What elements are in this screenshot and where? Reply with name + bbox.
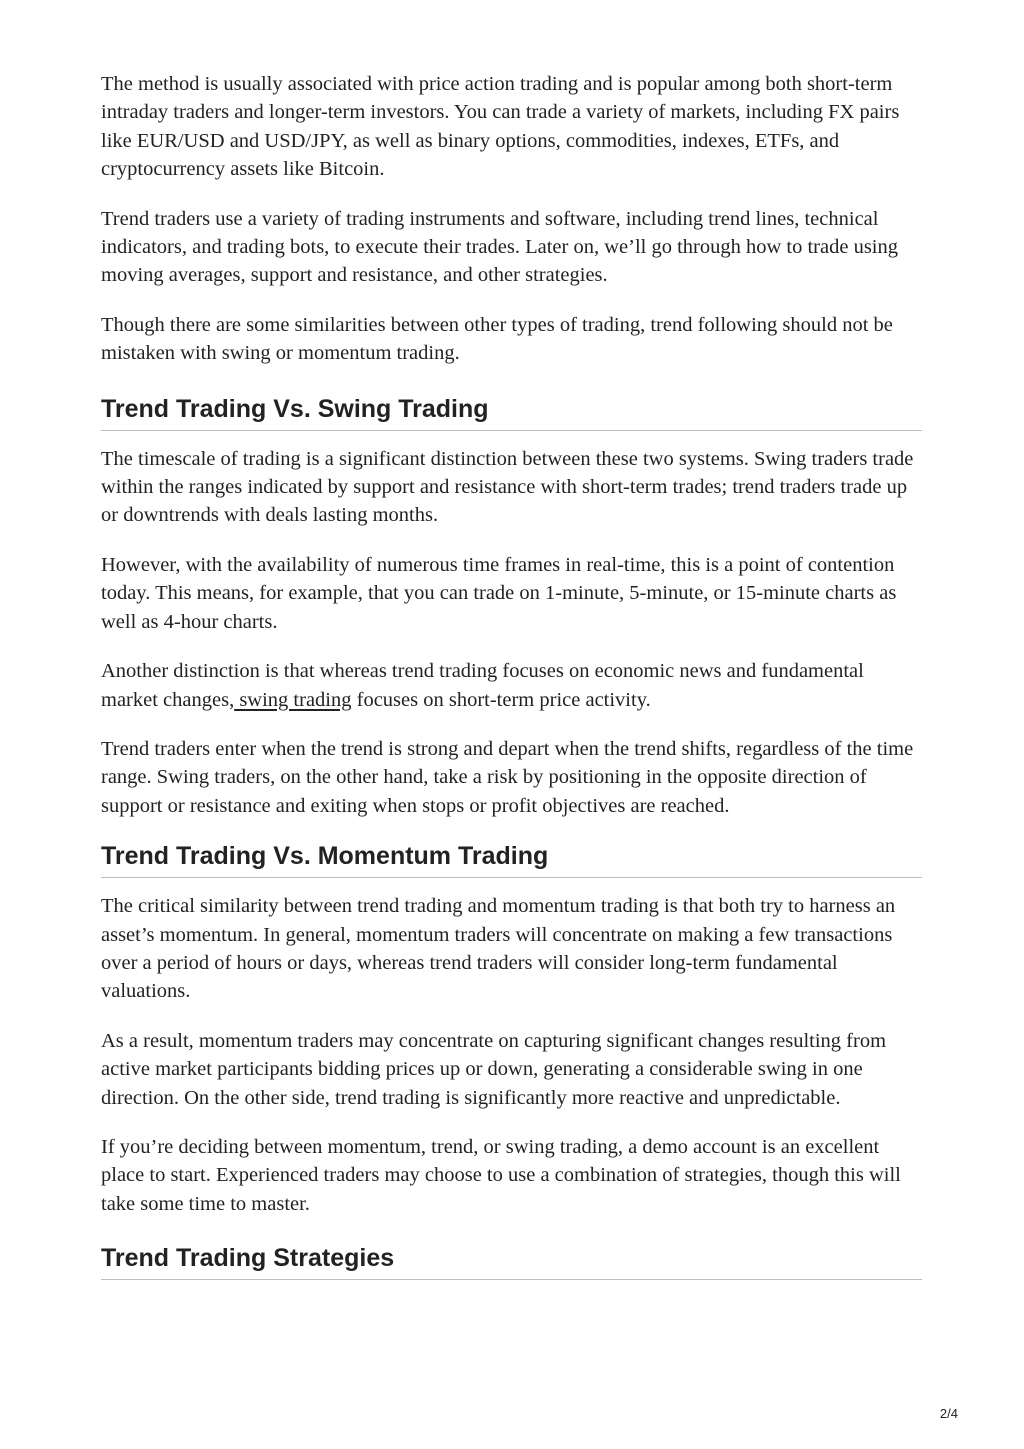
momentum-paragraph-1: The critical similarity between trend trading and momentum trading is that both try to harness an asset’s momentum. In general, momentum traders will concentrate on making a few transactions over a period of hours or days, whereas trend traders will consider long-term fundamental valuations. bbox=[101, 895, 896, 1003]
section-heading-strategies: Trend Trading Strategies bbox=[101, 1243, 922, 1280]
intro-paragraph-2: Trend traders use a variety of trading instruments and software, including trend lines, technical indicators, and trading bots, to execute their trades. Later on, we’ll go through how to trade using moving averages, support and resistance, and other strategies. bbox=[101, 207, 899, 287]
swing-paragraph-3-text-a: Another distinction is that whereas trend trading focuses on economic news and fundamental market changes, bbox=[101, 660, 864, 711]
swing-paragraph-3-text-b: focuses on short-term price activity. bbox=[351, 688, 651, 711]
section-heading-swing: Trend Trading Vs. Swing Trading bbox=[101, 394, 922, 431]
momentum-paragraph-3: If you’re deciding between momentum, trend, or swing trading, a demo account is an excellent place to start. Experienced traders may choose to use a combination of strategies, though this will take some time to master. bbox=[101, 1135, 901, 1215]
swing-paragraph-1: The timescale of trading is a significant distinction between these two systems. Swing traders trade within the ranges indicated by support and resistance with short-term trades; trend traders trade up or downtrends with deals lasting months. bbox=[101, 447, 914, 527]
document-body bbox=[101, 70, 922, 1280]
momentum-paragraph-2: As a result, momentum traders may concentrate on capturing significant changes resulting from active market participants bidding prices up or down, generating a considerable swing in one direction. On the other side, trend trading is significantly more reactive and unpredictable. bbox=[101, 1029, 887, 1109]
page-number: 2/4 bbox=[939, 1406, 958, 1421]
swing-paragraph-2: However, with the availability of numerous time frames in real-time, this is a point of contention today. This means, for example, that you can trade on 1-minute, 5-minute, or 15-minute charts as well as 4-hour charts. bbox=[101, 553, 897, 633]
swing-paragraph-3 bbox=[101, 657, 922, 714]
section-heading-momentum: Trend Trading Vs. Momentum Trading bbox=[101, 841, 922, 878]
swing-trading-link[interactable]: swing trading bbox=[234, 688, 352, 711]
swing-paragraph-4: Trend traders enter when the trend is strong and depart when the trend shifts, regardless of the time range. Swing traders, on the other hand, take a risk by positioning in the opposite direction of support or resistance and exiting when stops or profit objectives are reached. bbox=[101, 737, 914, 817]
intro-paragraph-1: The method is usually associated with price action trading and is popular among both short-term intraday traders and longer-term investors. You can trade a variety of markets, including FX pairs like EUR/USD and USD/JPY, as well as binary options, commodities, indexes, ETFs, and cryptocurrency assets like Bitcoin. bbox=[101, 73, 900, 181]
intro-paragraph-3: Though there are some similarities between other types of trading, trend following should not be mistaken with swing or momentum trading. bbox=[101, 313, 893, 365]
